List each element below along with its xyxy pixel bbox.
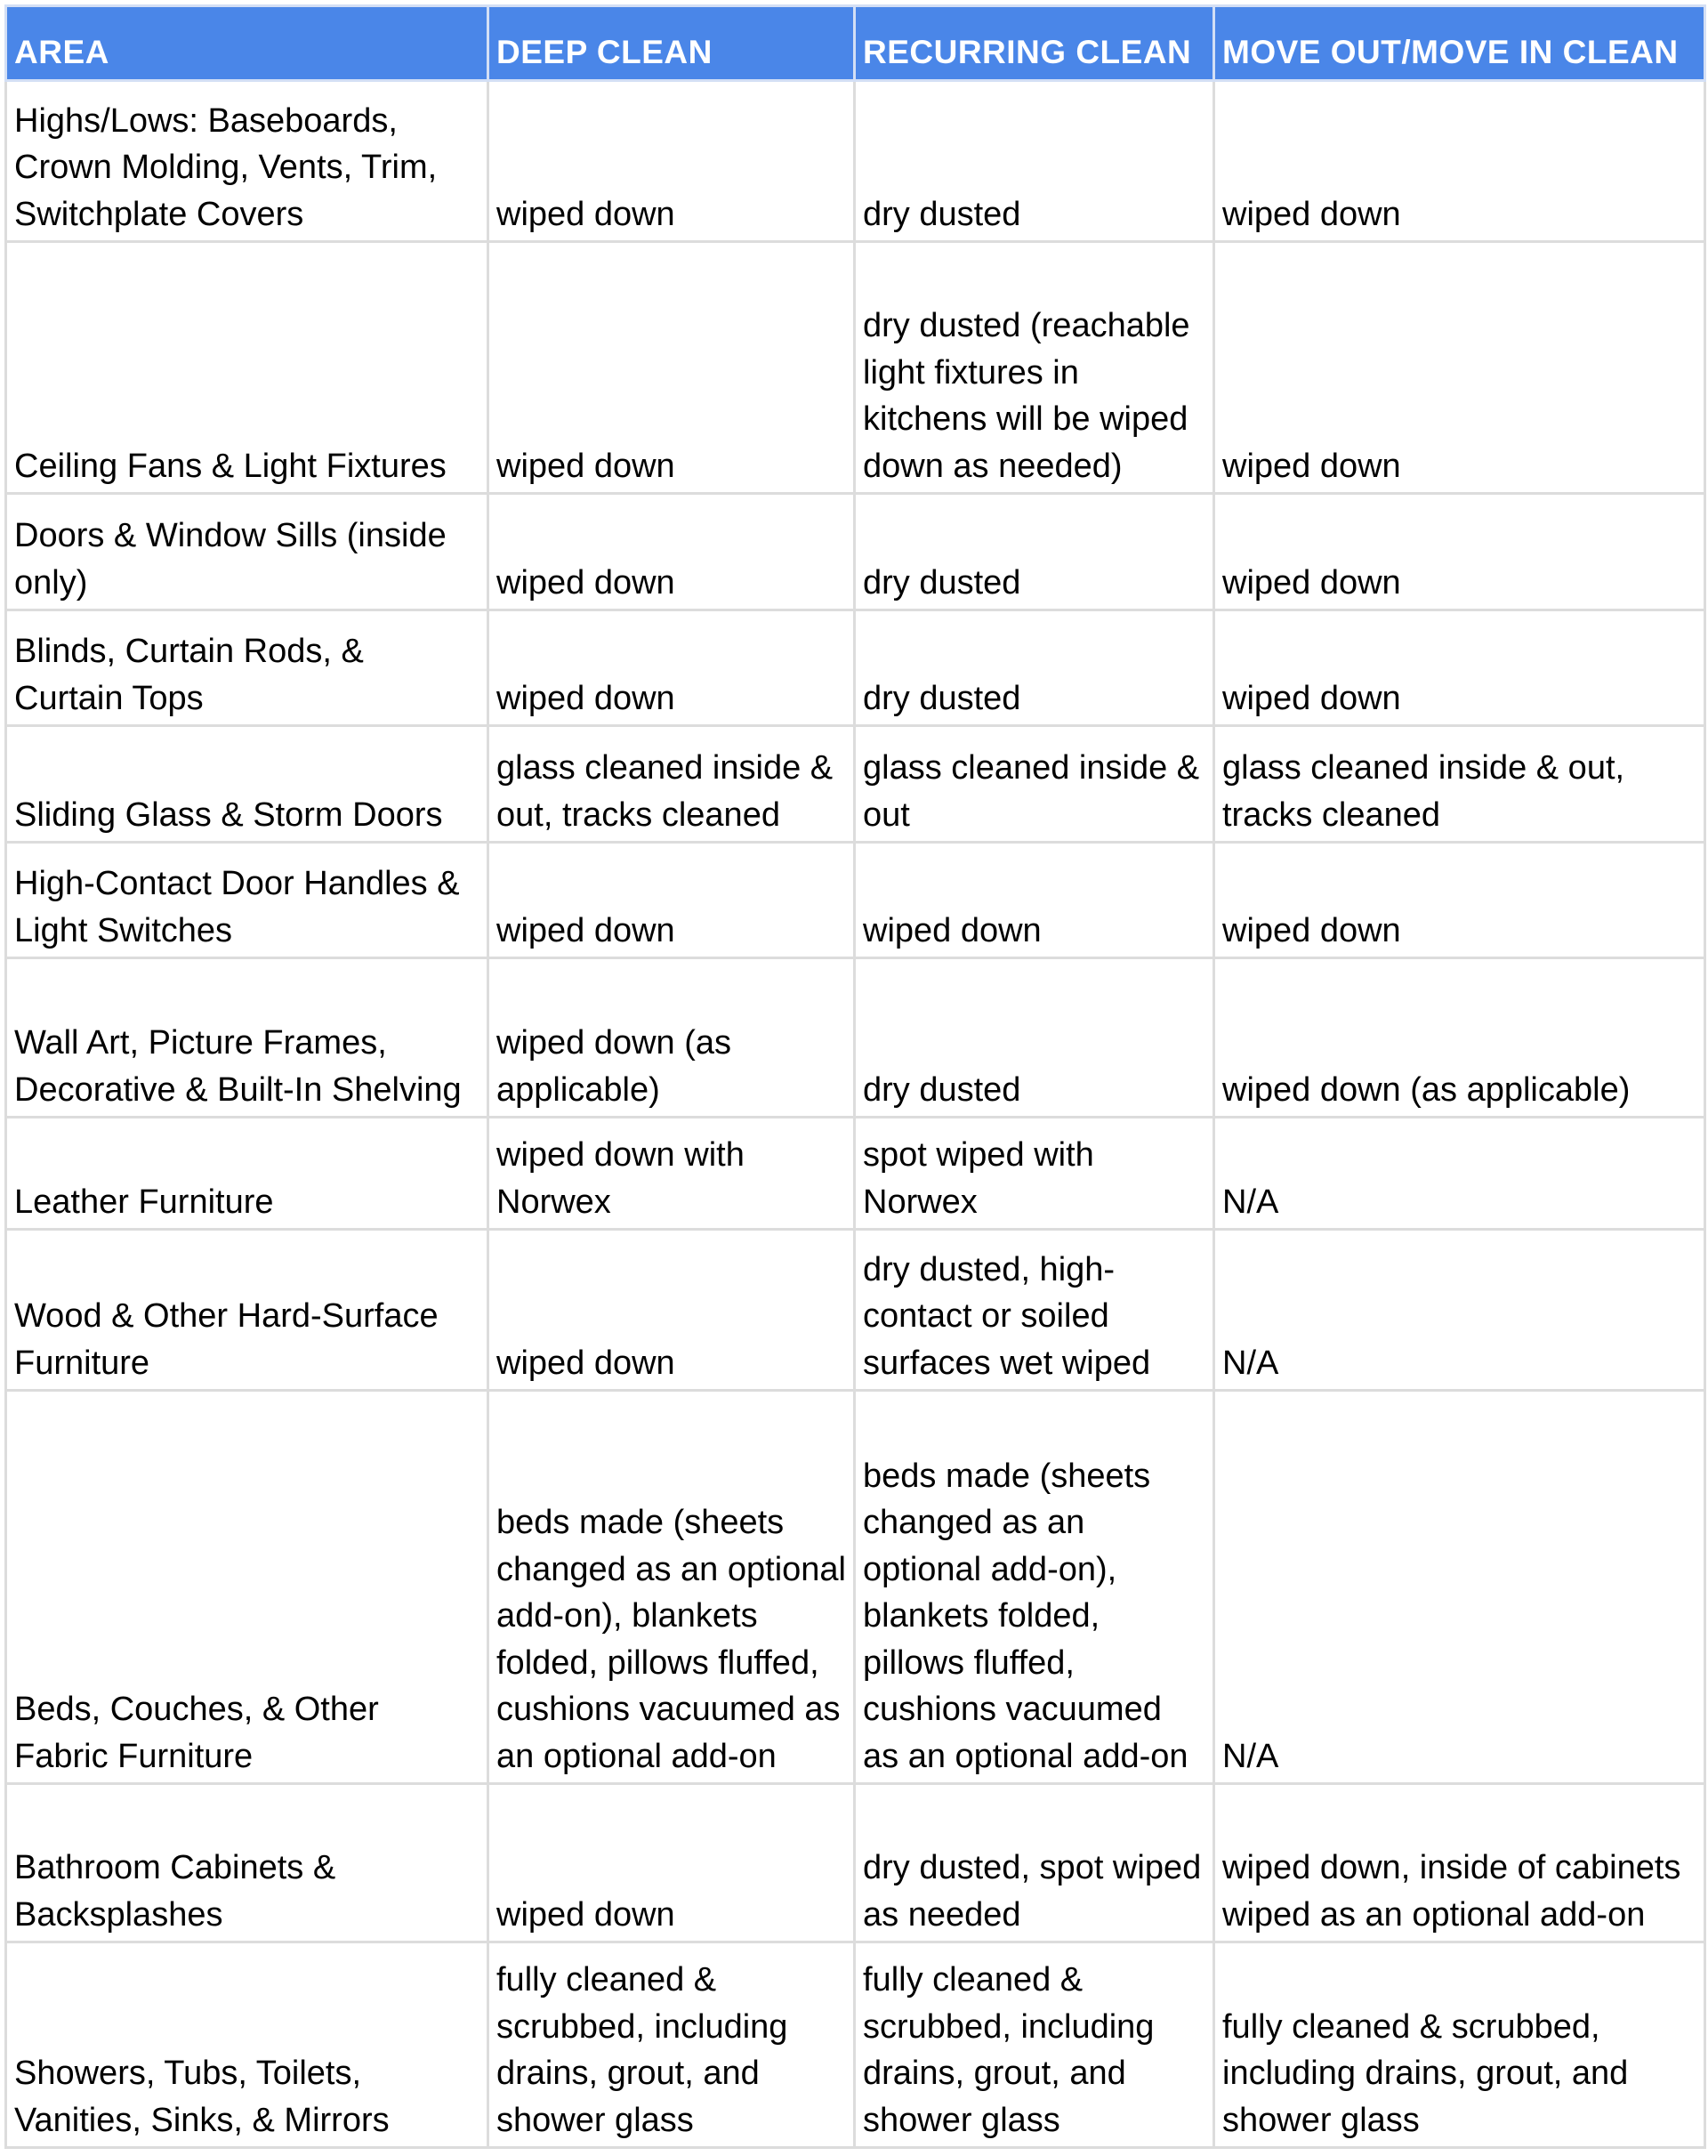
move-clean-cell: N/A xyxy=(1214,1118,1705,1230)
deep-clean-cell: wiped down xyxy=(488,242,855,494)
table-row xyxy=(6,1230,1705,1391)
table-row xyxy=(6,843,1705,958)
deep-clean-cell: wiped down with Norwex xyxy=(488,1118,855,1230)
area-cell: Leather Furniture xyxy=(6,1118,488,1230)
table-row xyxy=(6,610,1705,726)
recurring-clean-cell: dry dusted xyxy=(855,958,1214,1118)
deep-clean-cell: wiped down xyxy=(488,494,855,610)
table-row xyxy=(6,1784,1705,1942)
move-clean-cell: wiped down xyxy=(1214,610,1705,726)
deep-clean-cell: wiped down xyxy=(488,610,855,726)
header-area: AREA xyxy=(6,6,488,81)
recurring-clean-cell: wiped down xyxy=(855,843,1214,958)
recurring-clean-cell: dry dusted xyxy=(855,81,1214,242)
deep-clean-cell: wiped down xyxy=(488,1230,855,1391)
move-clean-cell: wiped down (as applicable) xyxy=(1214,958,1705,1118)
move-clean-cell: wiped down xyxy=(1214,242,1705,494)
deep-clean-cell: wiped down (as applicable) xyxy=(488,958,855,1118)
table-row xyxy=(6,726,1705,843)
table-row xyxy=(6,242,1705,494)
move-clean-cell: N/A xyxy=(1214,1230,1705,1391)
area-cell: Bathroom Cabinets & Backsplashes xyxy=(6,1784,488,1942)
header-move-clean: MOVE OUT/MOVE IN CLEAN xyxy=(1214,6,1705,81)
area-cell: Showers, Tubs, Toilets, Vanities, Sinks, & Mirrors xyxy=(6,1942,488,2148)
recurring-clean-cell: dry dusted, high-contact or soiled surfaces wet wiped xyxy=(855,1230,1214,1391)
table-row xyxy=(6,81,1705,242)
area-cell: Wood & Other Hard-Surface Furniture xyxy=(6,1230,488,1391)
deep-clean-cell: fully cleaned & scrubbed, including drains, grout, and shower glass xyxy=(488,1942,855,2148)
area-cell: High-Contact Door Handles & Light Switches xyxy=(6,843,488,958)
table-row xyxy=(6,1118,1705,1230)
deep-clean-cell: wiped down xyxy=(488,843,855,958)
deep-clean-cell: glass cleaned inside & out, tracks cleaned xyxy=(488,726,855,843)
recurring-clean-cell: dry dusted (reachable light fixtures in kitchens will be wiped down as needed) xyxy=(855,242,1214,494)
recurring-clean-cell: spot wiped with Norwex xyxy=(855,1118,1214,1230)
area-cell: Doors & Window Sills (inside only) xyxy=(6,494,488,610)
header-recurring-clean: RECURRING CLEAN xyxy=(855,6,1214,81)
recurring-clean-cell: fully cleaned & scrubbed, including drains, grout, and shower glass xyxy=(855,1942,1214,2148)
recurring-clean-cell: dry dusted xyxy=(855,610,1214,726)
deep-clean-cell: wiped down xyxy=(488,1784,855,1942)
move-clean-cell: wiped down xyxy=(1214,494,1705,610)
header-row xyxy=(6,6,1705,81)
area-cell: Sliding Glass & Storm Doors xyxy=(6,726,488,843)
area-cell: Wall Art, Picture Frames, Decorative & Built-In Shelving xyxy=(6,958,488,1118)
table-row xyxy=(6,1942,1705,2148)
area-cell: Blinds, Curtain Rods, & Curtain Tops xyxy=(6,610,488,726)
move-clean-cell: wiped down, inside of cabinets wiped as an optional add-on xyxy=(1214,1784,1705,1942)
table-row xyxy=(6,958,1705,1118)
table-row xyxy=(6,494,1705,610)
cleaning-comparison-table xyxy=(4,4,1706,2149)
move-clean-cell: wiped down xyxy=(1214,81,1705,242)
move-clean-cell: wiped down xyxy=(1214,843,1705,958)
deep-clean-cell: wiped down xyxy=(488,81,855,242)
move-clean-cell: N/A xyxy=(1214,1391,1705,1784)
table-row xyxy=(6,1391,1705,1784)
area-cell: Ceiling Fans & Light Fixtures xyxy=(6,242,488,494)
move-clean-cell: glass cleaned inside & out, tracks cleaned xyxy=(1214,726,1705,843)
area-cell: Beds, Couches, & Other Fabric Furniture xyxy=(6,1391,488,1784)
move-clean-cell: fully cleaned & scrubbed, including drains, grout, and shower glass xyxy=(1214,1942,1705,2148)
recurring-clean-cell: beds made (sheets changed as an optional add-on), blankets folded, pillows fluffed, cushions vacuumed as an optional add-on xyxy=(855,1391,1214,1784)
area-cell: Highs/Lows: Baseboards, Crown Molding, Vents, Trim, Switchplate Covers xyxy=(6,81,488,242)
recurring-clean-cell: dry dusted, spot wiped as needed xyxy=(855,1784,1214,1942)
recurring-clean-cell: dry dusted xyxy=(855,494,1214,610)
recurring-clean-cell: glass cleaned inside & out xyxy=(855,726,1214,843)
header-deep-clean: DEEP CLEAN xyxy=(488,6,855,81)
deep-clean-cell: beds made (sheets changed as an optional add-on), blankets folded, pillows fluffed, cushions vacuumed as an optional add-on xyxy=(488,1391,855,1784)
